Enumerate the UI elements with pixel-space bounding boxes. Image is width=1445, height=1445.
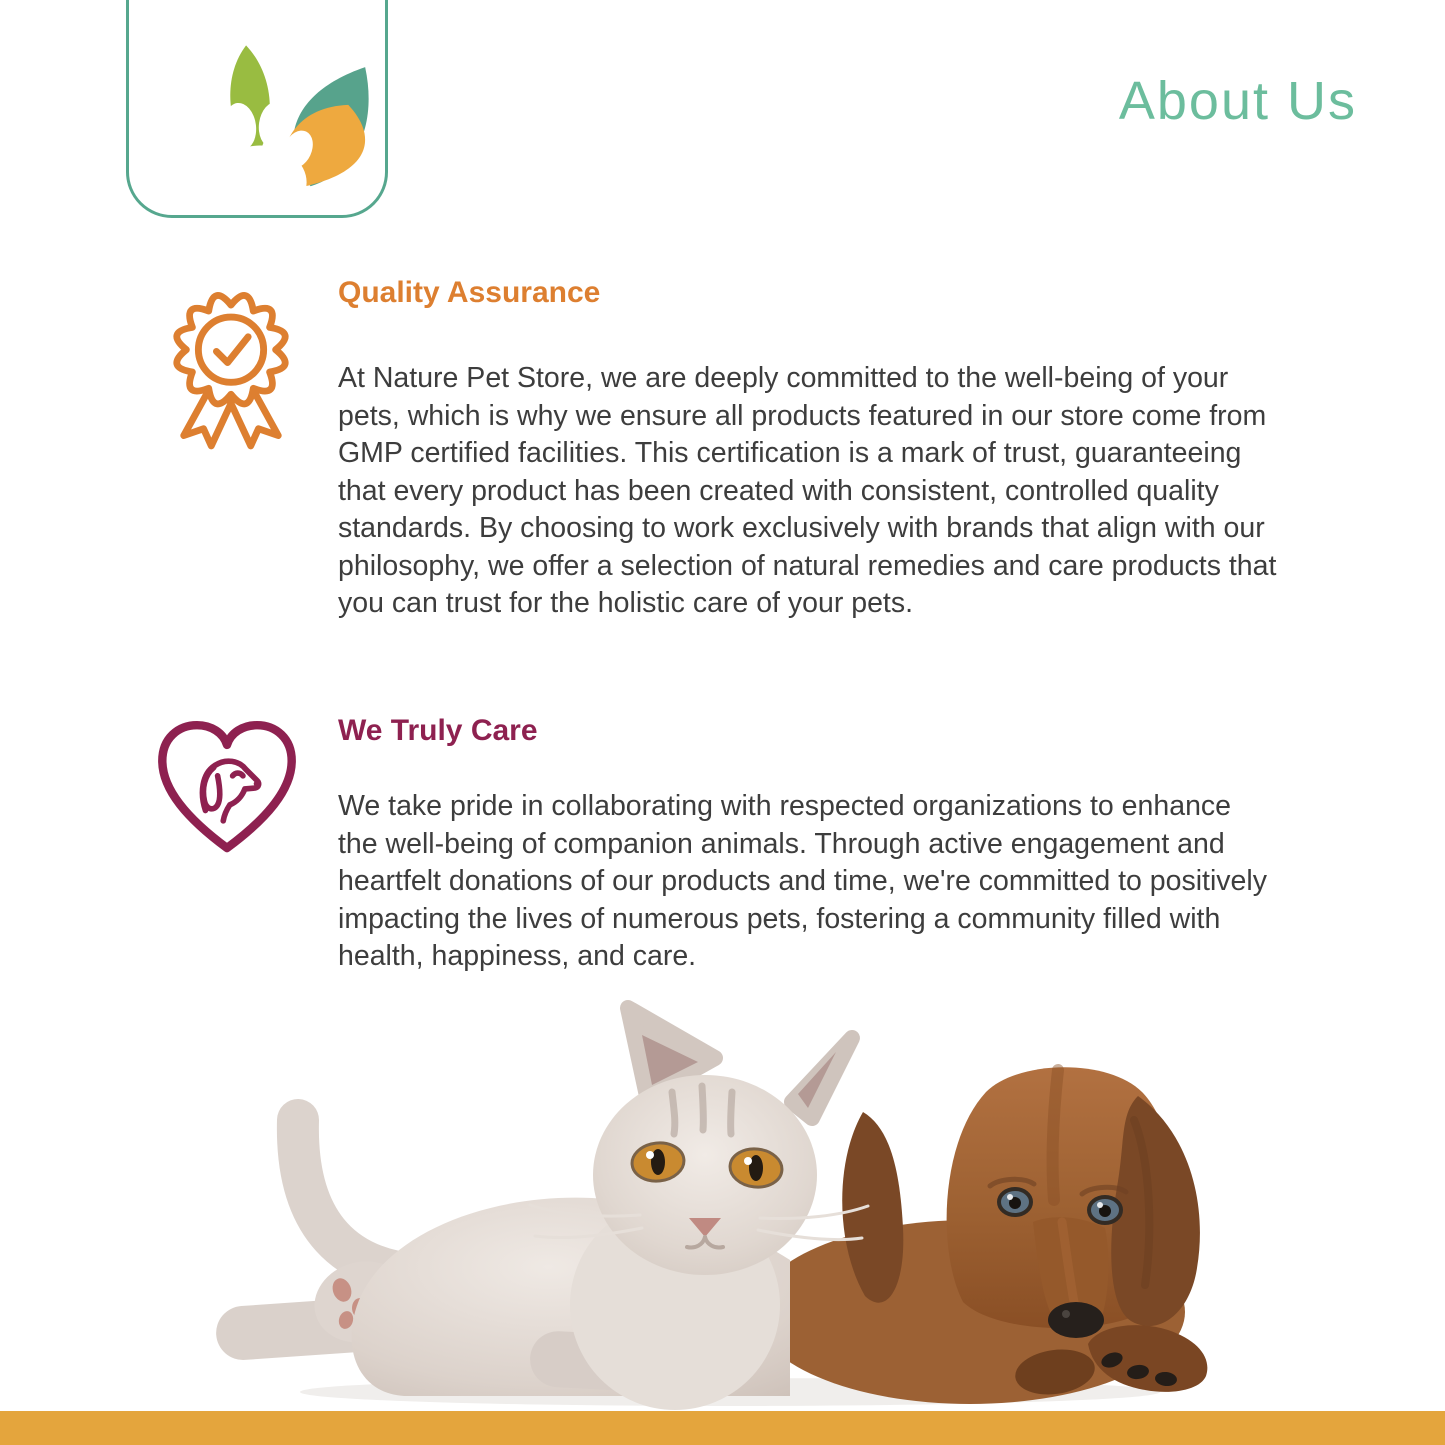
page-title: About Us — [1118, 71, 1357, 131]
footer-accent-bar — [0, 1411, 1445, 1445]
leaf-paw-logo-icon — [129, 0, 385, 215]
heart-dog-icon — [152, 708, 302, 868]
section-body-care: We take pride in collaborating with respected organizations to enhance the well-being of companion animals. Through active engagement and heartfelt donations of our products and time, we're committed to positively impacting the lives of numerous pets, fostering a community filled with health, happiness, and care. — [338, 790, 1267, 972]
section-body-quality: At Nature Pet Store, we are deeply committed to the well-being of your pets, which is why we ensure all products featured in our store come from GMP certified facilities. This certification is a mark of trust, guaranteeing that every product has been created with consistent, controlled quality standards. By choosing to work exclusively with brands that align with our philosophy, we offer a selection of natural remedies and care products that you can trust for the holistic care of your pets. — [338, 362, 1277, 619]
brand-logo — [126, 0, 388, 218]
cat-and-dog-photo — [200, 990, 1250, 1410]
award-badge-icon — [158, 270, 304, 462]
section-heading-quality: Quality Assurance — [338, 276, 601, 309]
section-heading-care: We Truly Care — [338, 714, 538, 747]
